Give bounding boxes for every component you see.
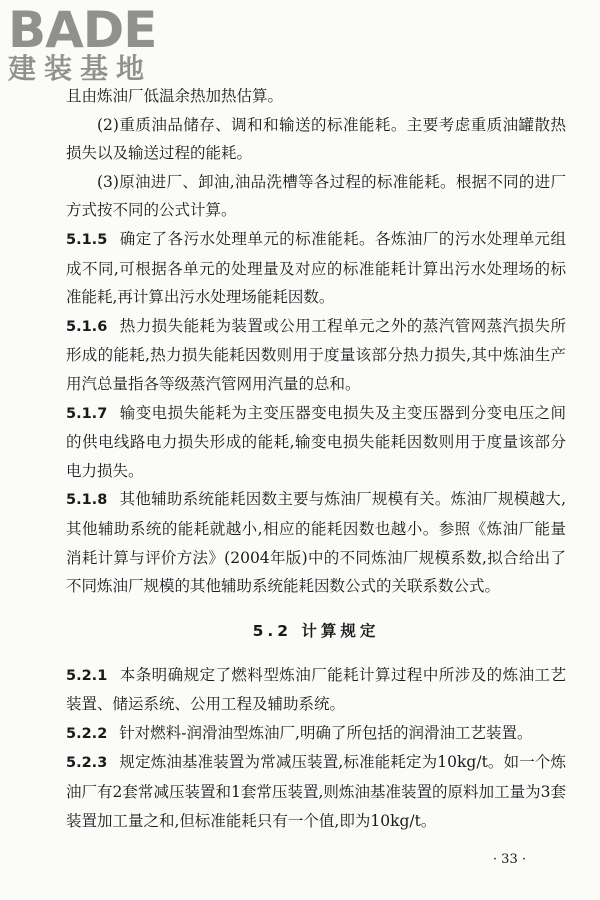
clause-text: 热力损失能耗为装置或公用工程单元之外的蒸汽管网蒸汽损失所形成的能耗,热力损失能耗因数则用于度量该部分热力损失,其中炼油生产用汽总量指各等级蒸汽管网用汽量的总和。 — [66, 316, 566, 393]
clause-number: 5.2.2 — [66, 725, 108, 742]
page-number: · 33 · — [492, 852, 526, 867]
clause-5-1-5 — [66, 225, 566, 312]
clause-5-2-3 — [66, 748, 566, 835]
watermark-subtitle: 建装基地 — [8, 52, 153, 85]
clause-number: 5.2.3 — [66, 755, 108, 772]
paragraph: (3)原油进厂、卸油,油品洗槽等各过程的标准能耗。根据不同的进厂方式按不同的公式计算。 — [66, 172, 566, 220]
clause-5-1-7 — [66, 399, 566, 486]
clause-number: 5.2.1 — [66, 667, 108, 684]
clause-5-1-6 — [66, 312, 566, 399]
paragraph: 且由炼油厂低温余热加热估算。 — [66, 87, 284, 105]
clause-text: 本条明确规定了燃料型炼油厂能耗计算过程中所涉及的炼油工艺装置、储运系统、公用工程及辅助系统。 — [66, 665, 566, 714]
paragraph: (2)重质油品储存、调和和输送的标准能耗。主要考虑重质油罐散热损失以及输送过程的能耗。 — [66, 115, 566, 163]
clause-text: 确定了各污水处理单元的标准能耗。各炼油厂的污水处理单元组成不同,可根据各单元的处理量及对应的标准能耗计算出污水处理场的标准能耗,再计算出污水处理场能耗因数。 — [66, 229, 566, 307]
clause-5-2-1 — [66, 661, 566, 719]
watermark-logo — [8, 1, 178, 85]
body-text — [66, 82, 566, 835]
section-title: 5.2 计算规定 — [252, 621, 380, 640]
clause-text: 规定炼油基准装置为常减压装置,标准能耗定为10kg/t。如一个炼油厂有2套常减压装置和1套常压装置,则炼油基准装置的原料加工量为3套装置加工量之和,但标准能耗只有一个值,即为10kg/t。 — [66, 753, 566, 830]
clause-text: 其他辅助系统能耗因数主要与炼油厂规模有关。炼油厂规模越大,其他辅助系统的能耗就越小,相应的能耗因数也越小。参照《炼油厂能量消耗计算与评价方法》(2004年版)中的不同炼油厂规模系数,拟合给出了不同炼油厂规模的其他辅助系统能耗因数公式的关联系数公式。 — [66, 490, 566, 596]
clause-5-1-8 — [66, 485, 566, 600]
clause-number: 5.1.8 — [66, 492, 108, 509]
clause-number: 5.1.6 — [66, 318, 108, 335]
clause-number: 5.1.7 — [66, 405, 108, 422]
clause-text: 输变电损失能耗为主变压器变电损失及主变压器到分变电压之间的供电线路电力损失形成的能耗,输变电损失能耗因数则用于度量该部分电力损失。 — [66, 403, 566, 480]
watermark-word: BADE — [8, 1, 157, 59]
clause-text: 针对燃料-润滑油型炼油厂,明确了所包括的润滑油工艺装置。 — [119, 723, 533, 742]
clause-5-2-2 — [66, 719, 566, 749]
clause-number: 5.1.5 — [66, 231, 108, 248]
